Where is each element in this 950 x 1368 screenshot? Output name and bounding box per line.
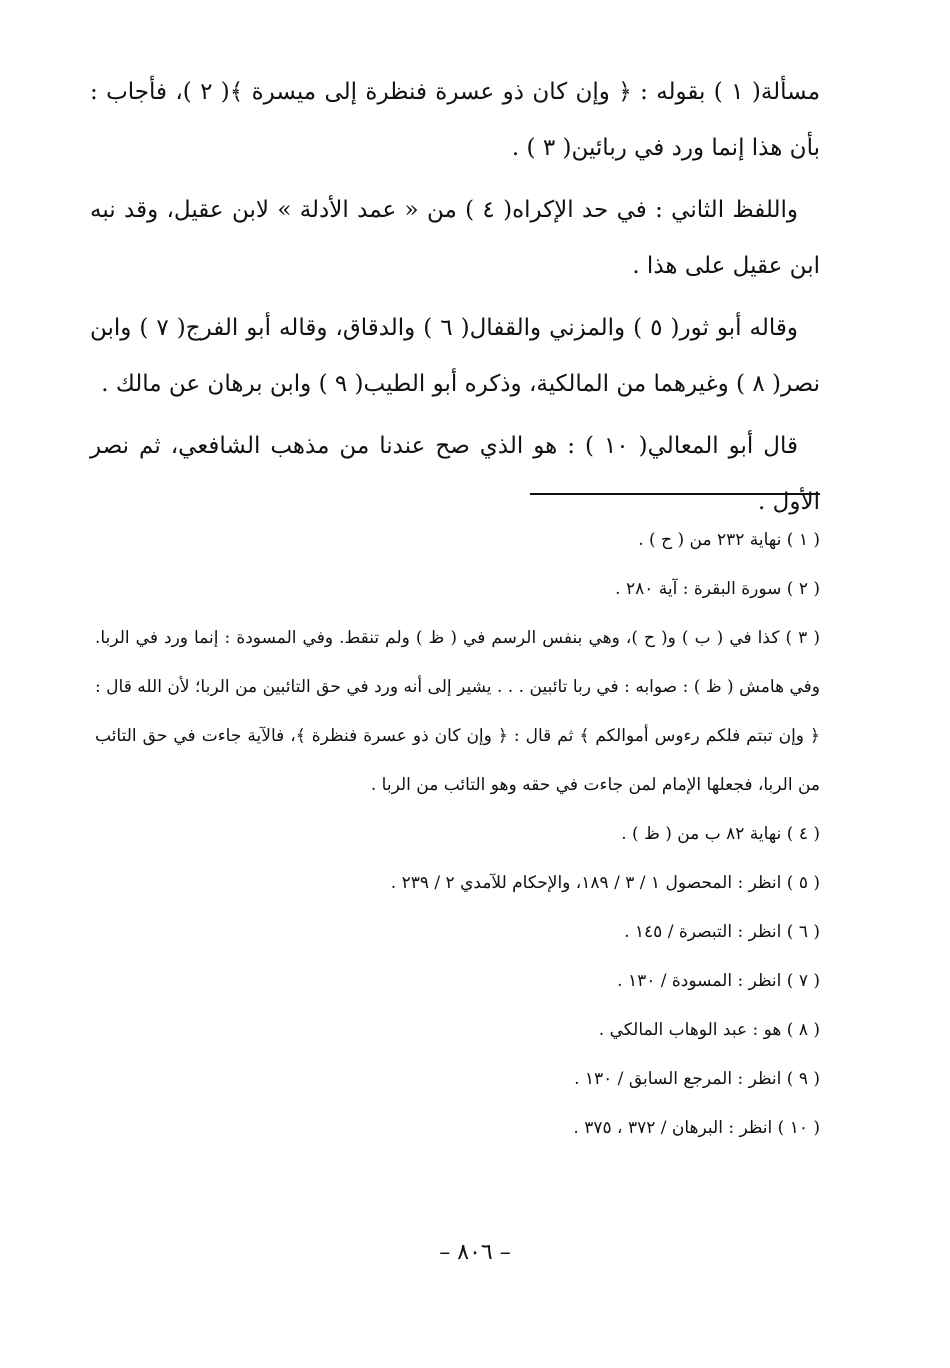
footnote-5: ( ٥ ) انظر : المحصول ١ / ٣ / ١٨٩، والإحكام للآمدي ٢ / ٢٣٩ . [390, 873, 820, 893]
footnote-7: ( ٧ ) انظر : المسودة / ١٣٠ . [617, 971, 820, 991]
footnote-6: ( ٦ ) انظر : التبصرة / ١٤٥ . [624, 922, 820, 942]
footnote-separator [530, 493, 820, 495]
footnote-8: ( ٨ ) هو : عبد الوهاب المالكي . [598, 1020, 820, 1040]
footnote-2: ( ٢ ) سورة البقرة : آية ٢٨٠ . [615, 579, 820, 599]
paragraph-4: قال أبو المعالي( ١٠ ) : هو الذي صح عندنا من مذهب الشافعي، ثم نصر الأول . [90, 433, 820, 515]
footnote-4: ( ٤ ) نهاية ٨٢ ب من ( ظ ) . [621, 824, 820, 844]
page-number: – ٨٠٦ – [439, 1240, 511, 1265]
footnote-3: ( ٣ ) كذا في ( ب ) و( ح )، وهي بنفس الرسم في ( ظ ) ولم تنقط. وفي المسودة : إنما ورد في الربا. وفي هامش ( ظ ) : صوابه : في ربا تائبين . . . يشير إلى أنه ورد في حق التائبين من الربا؛ لأن الله قال : ﴿ وإن تبتم فلكم رءوس أموالكم ﴾ ثم قال : ﴿ وإن كان ذو عسرة فنظرة ﴾، فالآية جاءت في حق التائب من الربا، فجعلها الإمام لمن جاءت في حقه وهو التائب من الربا . [95, 628, 820, 795]
main-text [90, 64, 820, 536]
paragraph-2: واللفظ الثاني : في حد الإكراه( ٤ ) من « عمد الأدلة » لابن عقيل، وقد نبه ابن عقيل على هذا . [90, 197, 820, 279]
paragraph-1: مسألة( ١ ) بقوله : ﴿ وإن كان ذو عسرة فنظرة إلى ميسرة ﴾( ٢ )، فأجاب : بأن هذا إنما ورد في ربائين( ٣ ) . [90, 79, 821, 161]
paragraph-3: وقاله أبو ثور( ٥ ) والمزني والقفال( ٦ ) والدقاق، وقاله أبو الفرج( ٧ ) وابن نصر( ٨ ) وغيرهما من المالكية، وذكره أبو الطيب( ٩ ) وابن برهان عن مالك . [90, 315, 820, 397]
footnote-10: ( ١٠ ) انظر : البرهان / ٣٧٢ ، ٣٧٥ . [573, 1118, 820, 1138]
footnote-9: ( ٩ ) انظر : المرجع السابق / ١٣٠ . [574, 1069, 820, 1089]
footnote-1: ( ١ ) نهاية ٢٣٢ من ( ح ) . [638, 530, 820, 550]
footnotes [95, 516, 820, 1153]
